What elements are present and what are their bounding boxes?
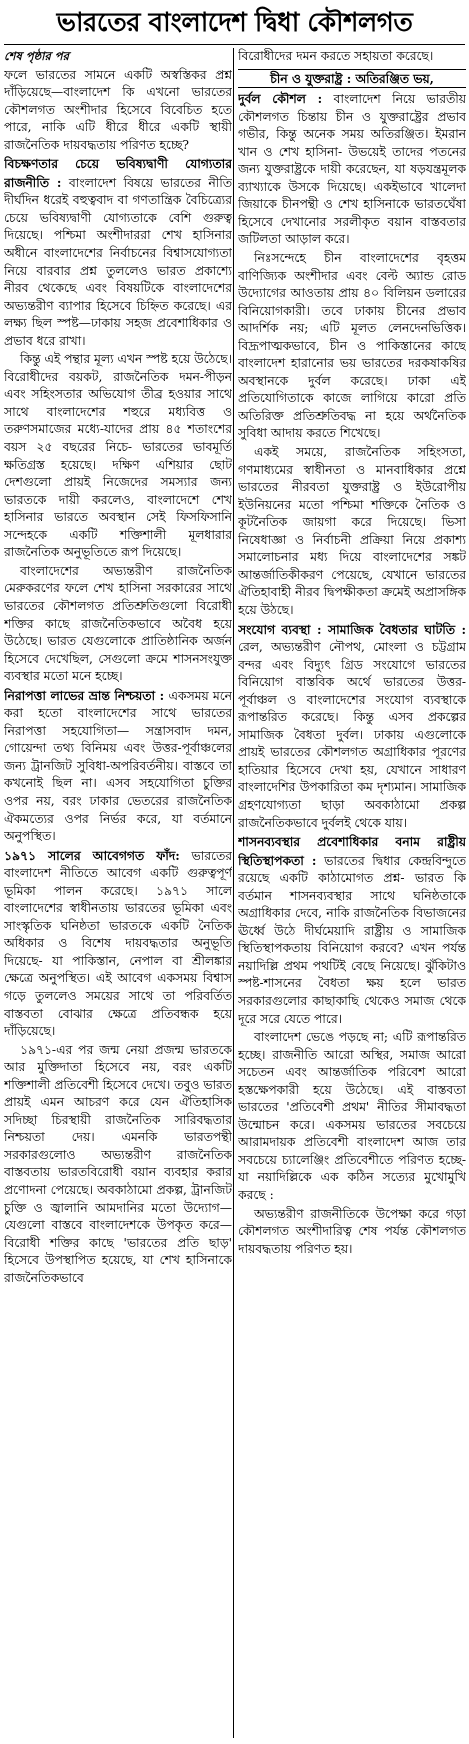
section-paragraph xyxy=(4,687,232,846)
section-paragraph xyxy=(4,155,232,350)
section-title-box: চীন ও যুক্তরাষ্ট্র : অতিরঞ্জিত ভয়, xyxy=(238,69,466,89)
paragraph: বিরোধীদের দমন করতে সহায়তা করেছে। xyxy=(238,49,434,63)
left-column xyxy=(4,48,232,1740)
paragraph: অভ্যন্তরীণ রাজনীতিকে উপেক্ষা করে গড়া কৌশলগত অংশীদারিত্ব শেষ পর্যন্ত কৌশলগত দায়বদ্ধতায় পরিণত হয়। xyxy=(238,1206,466,1256)
paragraph: বাংলাদেশ ভেঙে পড়ছে না; এটি রূপান্তরিত হচ্ছে। রাজনীতি আরো অস্থির, সমাজ আরো সচেতন এবং আন্তর্জাতিক পরিবেশ আরো হস্তক্ষেপকারী হয়ে উঠেছে। এই বাস্তবতা ভারতের 'প্রতিবেশী প্রথম' নীতির সীমাবদ্ধতা উন্মোচন করে। একসময় ভারতের সবচেয়ে আরামদায়ক প্রতিবেশী বাংলাদেশ আজ তার সবচেয়ে চ্যালেঞ্জিং প্রতিবেশীতে পরিণত হচ্ছে- যা নয়াদিল্লিকে এক কঠিন সত্যের মুখোমুখি করছে : xyxy=(238,1030,466,1202)
section-paragraph xyxy=(238,833,466,1028)
section-paragraph xyxy=(4,847,232,1041)
paragraph: নিঃসন্দেহে চীন বাংলাদেশের বৃহত্তম বাণিজ্যিক অংশীদার এবং বেল্ট অ্যান্ড রোড উদ্যোগের আওতায় প্রায় ৪০ বিলিয়ন ডলারের বিনিয়োগকারী। তবে ঢাকায় চীনের প্রভাব আদর্শিক নয়; এটি মূলত লেনদেনভিত্তিক। বিদ্রূপাত্মকভাবে, চীন ও পাকিস্তানের কাছে বাংলাদেশ হারানোর ভয় ভারতের দরকষাকষির অবস্থানকে দুর্বল করেছে। ঢাকা এই প্রতিযোগিতাকে কাজে লাগিয়ে কারো প্রতি অতিরিক্ত প্রতিশ্রুতিবদ্ধ না হয়ে অর্থনৈতিক সুবিধা আদায় করতে শিখেছে। xyxy=(238,251,466,441)
paragraph: কিন্তু এই পন্থার মূল্য এখন স্পষ্ট হয়ে উঠেছে। বিরোধীদের বয়কট, রাজনৈতিক দমন-পীড়ন এবং সহিংসতার অভিযোগ তীব্র হওয়ার সাথে সাথে বাংলাদেশের শহুরে মধ্যবিত্ত ও তরুণসমাজের মধ্যে-যাদের প্রায় ৪৫ শতাংশের বয়স ২৫ বছরের নিচে- ভারতের ভাবমূর্তি ক্ষতিগ্রস্ত হয়েছে। দক্ষিণ এশিয়ার ছোট দেশগুলো প্রায়ই নিজেদের সমস্যার জন্য ভারতকে দায়ী করলেও, বাংলাদেশে শেখ হাসিনার ভারতে অবস্থান সেই ফিসফিসানি সন্দেহকে একটি শক্তিশালী মূলধারার রাজনৈতিক অনুভূতিতে রূপ দিয়েছে। xyxy=(4,352,232,560)
section-title: বিচক্ষণতার চেয়ে ভবিষ্যদ্বাণী যোগ্যতার রাজনীতি : xyxy=(4,156,232,190)
paragraph: ফলে ভারতের সামনে একটি অস্বস্তিকর প্রশ্ন দাঁড়িয়েছে—বাংলাদেশ কি এখনো ভারতের কৌশলগত অংশীদার হিসেবে বিবেচিত হতে পারে, নাকি এটি ধীরে ধীরে একটি স্থায়ী রাজনৈতিক দায়বদ্ধতায় পরিণত হচ্ছে? xyxy=(4,67,232,152)
headline-rule xyxy=(4,44,465,45)
section-title: নিরাপত্তা লাভের ভ্রান্ত নিশ্চয়তা : xyxy=(4,687,165,703)
section-title: শাসনব্যবস্থার প্রবেশাধিকার বনাম রাষ্ট্রীয় স্থিতিস্থাপকতা : xyxy=(238,834,466,868)
section-title: সংযোগ ব্যবস্থা : সামাজিক বৈধতার ঘাটতি : xyxy=(238,621,466,637)
section-body: ভারতের দ্বিধার কেন্দ্রবিন্দুতে রয়েছে একটি কাঠামোগত প্রশ্ন- ভারত কি বর্তমান শাসনব্যবস্থার সাথে ঘনিষ্ঠতাকে অগ্রাধিকার দেবে, নাকি রাজনৈতিক বিভাজনের ঊর্ধ্বে উঠে দীর্ঘমেয়াদি রাষ্ট্রীয় ও সামাজিক স্থিতিস্থাপকতায় বিনিয়োগ করবে? এখন পর্যন্ত নয়াদিল্লি প্রথম পথটিই বেছে নিয়েছে। ঝুঁকিটাও স্পষ্ট-শাসনের বৈধতা ক্ষয় হলে ভারত সরকারগুলোর কাছাকাছি থেকেও সমাজ থেকে দূরে সরে যেতে পারে। xyxy=(238,853,466,1026)
paragraph: ১৯৭১-এর পর জন্ম নেয়া প্রজন্ম ভারতকে আর মুক্তিদাতা হিসেবে নয়, বরং একটি শক্তিশালী প্রতিবেশী হিসেবে দেখে। তবুও ভারত প্রায়ই এমন আচরণ করে যেন ঐতিহাসিক সদিচ্ছা চিরস্থায়ী রাজনৈতিক সারিবদ্ধতার নিশ্চয়তা দেয়। এমনকি ভারতপন্থী সরকারগুলোও অভ্যন্তরীণ রাজনৈতিক বাস্তবতায় ভারতবিরোধী বয়ান ব্যবহার করার প্রণোদনা পেয়েছে। অবকাঠামো প্রকল্প, ট্রানজিট চুক্তি ও জ্বালানি আমদানির মতো উদ্যোগ— যেগুলো বাস্তবে বাংলাদেশকে উপকৃত করে— বিরোধী শক্তির কাছে 'ভারতের প্রতি ছাড়' হিসেবে উপস্থাপিত হয়েছে, যা শেখ হাসিনাকে রাজনৈতিকভাবে xyxy=(4,1042,232,1285)
right-column xyxy=(238,48,466,1740)
headline: ভারতের বাংলাদেশ দ্বিধা কৌশলগত xyxy=(56,8,413,38)
section-body: ভারতের বাংলাদেশ নীতিতে আবেগ একটি গুরুত্বপূর্ণ ভূমিকা পালন করেছে। ১৯৭১ সালে বাংলাদেশের স্বাধীনতায় ভারতের ভূমিকা এবং সাংস্কৃতিক ঘনিষ্ঠতা ভারতকে একটি নৈতিক অধিকার ও বিশেষ দায়বদ্ধতার অনুভূতি দিয়েছে- যা পাকিস্তান, নেপাল বা শ্রীলঙ্কার ক্ষেত্রে অনুপস্থিত। এই আবেগ একসময় বিশ্বাস গড়ে তুললেও সময়ের সাথে তা পরিবর্তিত বাস্তবতা বোঝার ক্ষেত্রে প্রতিবন্ধক হয়ে দাঁড়িয়েছে। xyxy=(4,848,232,1039)
column-divider xyxy=(233,48,234,1738)
section-title: ১৯৭১ সালের আবেগগত ফাঁদ: xyxy=(4,847,180,863)
section-body: রেল, অভ্যন্তরীণ নৌপথ, মোংলা ও চট্টগ্রাম বন্দর এবং বিদ্যুৎ গ্রিড সংযোগে ভারতের বিনিয়োগ বাস্তবিক অর্থে ভারতের উত্তর-পূর্বাঞ্চল ও বাংলাদেশের সংযোগ ব্যবস্থাকে রূপান্তরিত করেছে। কিন্তু এসব প্রকল্পের সামাজিক বৈধতা দুর্বল। ঢাকায় এগুলোকে প্রায়ই ভারতের কৌশলগত অগ্রাধিকার পূরণের হাতিয়ার হিসেবে দেখা হয়, যেখানে সাধারণ বাংলাদেশির উপকারিতা কম দৃশ্যমান। সামাজিক গ্রহণযোগ্যতা ছাড়া অবকাঠামো প্রকল্প রাজনৈতিকভাবে দুর্বলই থেকে যায়। xyxy=(238,640,466,830)
paragraph: একই সময়ে, রাজনৈতিক সহিংসতা, গণমাধ্যমের স্বাধীনতা ও মানবাধিকার প্রশ্নে ভারতের নীরবতা যুক্তরাষ্ট্র ও ইউরোপীয় ইউনিয়নের মতো পশ্চিমা শক্তিকে নৈতিক ও কূটনৈতিক জায়গা করে দিয়েছে। ভিসা নিষেধাজ্ঞা ও নির্বাচনী প্রক্রিয়া নিয়ে প্রকাশ্য সমালোচনার মধ্য দিয়ে বাংলাদেশের সঙ্কট আন্তর্জাতিকীকরণ পেয়েছে, যেখানে ভারতের ঐতিহাবাহী নীরব দ্বিপক্ষীকতা ক্রমেই অপ্রাসঙ্গিক হয়ে উঠছে। xyxy=(238,445,466,617)
section-body: একসময় মনে করা হতো বাংলাদেশের সাথে ভারতের নিরাপত্তা সহযোগিতা— সন্ত্রাসবাদ দমন, গোয়েন্দা তথ্য বিনিময় এবং উত্তর-পূর্বাঞ্চলের জন্য ট্রানজিট সুবিধা-অপরিবর্তনীয়। বাস্তবে তা কখনোই ছিল না। এসব সহযোগিতা চুক্তির ওপর নয়, বরং ঢাকার ভেতরের রাজনৈতিক ঐকমত্যের ওপর নির্ভর করে, যা বর্তমানে অনুপস্থিত। xyxy=(4,688,232,844)
section-paragraph xyxy=(238,621,466,833)
continued-from-note: শেষ পৃষ্ঠার পর xyxy=(4,49,69,63)
section-body: বাংলাদেশ নিয়ে ভারতীয় কৌশলগত চিন্তায় চীন ও যুক্তরাষ্ট্রের প্রভাব গভীর, কিন্তু অনেক সময় অতিরঞ্জিত। ইমরান খান ও শেখ হাসিনা- উভয়েই তাদের পতনের জন্য যুক্তরাষ্ট্রকে দায়ী করেছেন, যা ষড়যন্ত্রমূলক ব্যাখ্যাকে উসকে দিয়েছে। একইভাবে খালেদা জিয়াকে চীনপন্থী ও শেখ হাসিনাকে ভারতঘেঁষা হিসেবে দেখানোর সরলীকৃত বয়ান বাস্তবতার জটিলতা আড়াল করে। xyxy=(238,92,466,247)
section-body: বাংলাদেশ বিষয়ে ভারতের নীতি দীর্ঘদিন ধরেই বহুত্ববাদ বা গণতান্ত্রিক বৈচিত্র্যের চেয়ে ভবিষ্যদ্বাণী যোগ্যতাকে বেশি গুরুত্ব দিয়েছে। পশ্চিমা অংশীদাররা শেখ হাসিনার অধীনে বাংলাদেশের নির্বাচনের বিশ্বাসযোগ্যতা নিয়ে বারবার প্রশ্ন তুললেও ভারত প্রকাশ্যে নীরব থেকেছে এবং বিষয়টিকে বাংলাদেশের অভ্যন্তরীণ ব্যাপার হিসেবে চিহ্নিত করেছে। এর লক্ষ্য ছিল স্পষ্ট—ঢাকায় সহজ প্রবেশাধিকার ও প্রভাব ধরে রাখা। xyxy=(4,175,232,348)
section-paragraph xyxy=(238,90,466,249)
paragraph: বাংলাদেশের অভ্যন্তরীণ রাজনৈতিক মেরুকরণের ফলে শেখ হাসিনা সরকারের সাথে ভারতের কৌশলগত প্রতিশ্রুতিগুলো বিরোধী শক্তির কাছে রাজনৈতিকভাবে অবৈধ হয়ে উঠেছে। ভারত যেগুলোকে প্রাতিষ্ঠানিক অর্জন হিসেবে দেখেছিল, সেগুলো ক্রমে শাসনসংযুক্ত ব্যবস্থার মতো মনে হচ্ছে। xyxy=(4,563,232,684)
section-title: দুর্বল কৌশল : xyxy=(238,91,323,107)
